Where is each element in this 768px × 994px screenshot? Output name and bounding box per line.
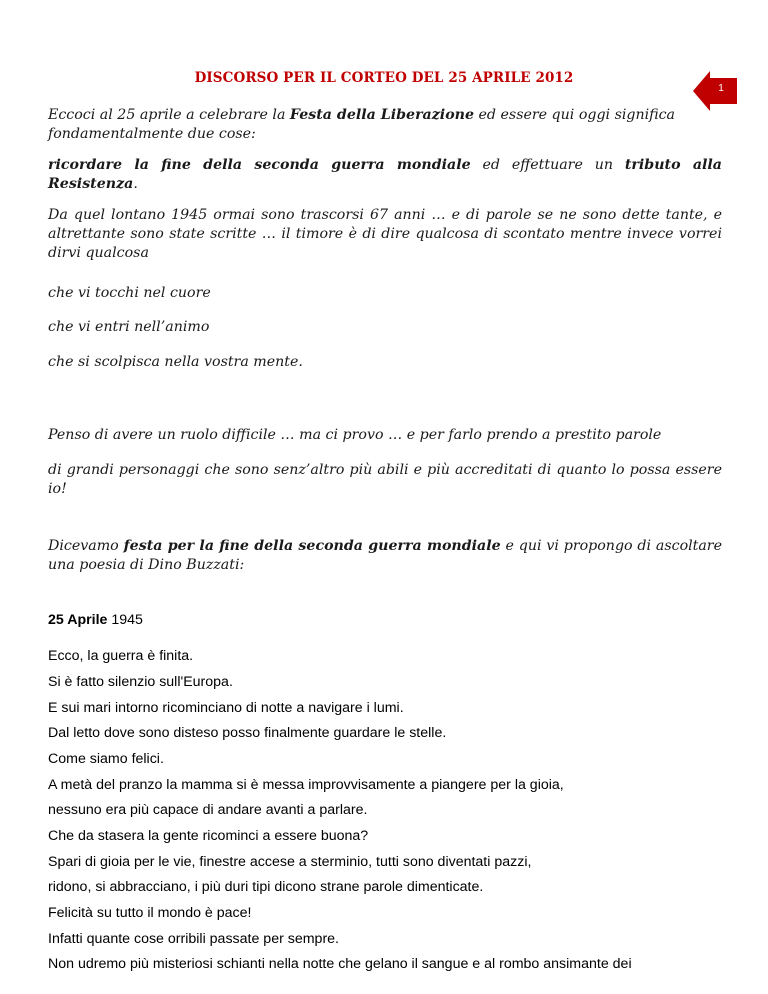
poem-title: 25 Aprile 1945	[48, 612, 143, 628]
line-mente: che si scolpisca nella vostra mente.	[48, 354, 303, 370]
poem-line: Dal letto dove sono disteso posso finalmente guardare le stelle.	[48, 725, 447, 741]
poem-line: Infatti quante cose orribili passate per sempre.	[48, 931, 339, 947]
poem-line: E sui mari intorno ricominciano di notte a navigare i lumi.	[48, 700, 404, 716]
line-cuore: che vi tocchi nel cuore	[48, 285, 211, 301]
poem-line: ridono, si abbracciano, i più duri tipi dicono strane parole dimenticate.	[48, 879, 484, 895]
years-paragraph: Da quel lontano 1945 ormai sono trascorsi 67 anni … e di parole se ne sono dette tante, e altrettante sono state scritte … il timore è di dire qualcosa di scontato mentre invece vorrei dirvi qualcosa	[48, 207, 722, 261]
poem-line: Spari di gioia per le vie, finestre accese a sterminio, tutti sono diventati pazzi,	[48, 854, 532, 870]
emphasis-festa-fine-guerra: festa per la fine della seconda guerra mondiale	[123, 538, 501, 554]
poem-line: Felicità su tutto il mondo è pace!	[48, 905, 252, 921]
emphasis-fine-guerra: ricordare la fine della seconda guerra mondiale	[48, 157, 471, 173]
poem-line: Non udremo più misteriosi schianti nella notte che gelano il sangue e al rombo ansimante dei	[48, 956, 632, 972]
intro-paragraph: Eccoci al 25 aprile a celebrare la Festa della Liberazione ed essere qui oggi significa fondamentalmente due cose:	[48, 107, 676, 142]
emphasis-festa: Festa della Liberazione	[289, 107, 475, 123]
document-title: DISCORSO PER IL CORTEO DEL 25 APRILE 2012	[194, 70, 574, 86]
poem-line: Ecco, la guerra è finita.	[48, 648, 194, 664]
emphasis-tributo: tributo alla Resistenza	[48, 157, 722, 192]
poem-line: Che da stasera la gente ricominci a essere buona?	[48, 828, 369, 844]
personaggi-paragraph: di grandi personaggi che sono senz’altro più abili e più accreditati di quanto lo possa essere io!	[48, 462, 722, 497]
poem-line: Si è fatto silenzio sull'Europa.	[48, 674, 233, 690]
poem-line: Come siamo felici.	[48, 751, 164, 767]
page-number: 1	[718, 83, 724, 94]
buzzati-intro-paragraph: Dicevamo festa per la fine della seconda guerra mondiale e qui vi propongo di ascoltare una poesia di Dino Buzzati:	[48, 538, 722, 573]
poem-line: A metà del pranzo la mamma si è messa improvvisamente a piangere per la gioia,	[48, 777, 564, 793]
meaning-paragraph: ricordare la fine della seconda guerra mondiale ed effettuare un tributo alla Resistenza.	[48, 157, 722, 192]
role-paragraph: Penso di avere un ruolo difficile … ma ci provo … e per farlo prendo a prestito parole	[48, 427, 662, 443]
line-animo: che vi entri nell’animo	[48, 319, 210, 335]
poem-line: nessuno era più capace di andare avanti a parlare.	[48, 802, 368, 818]
